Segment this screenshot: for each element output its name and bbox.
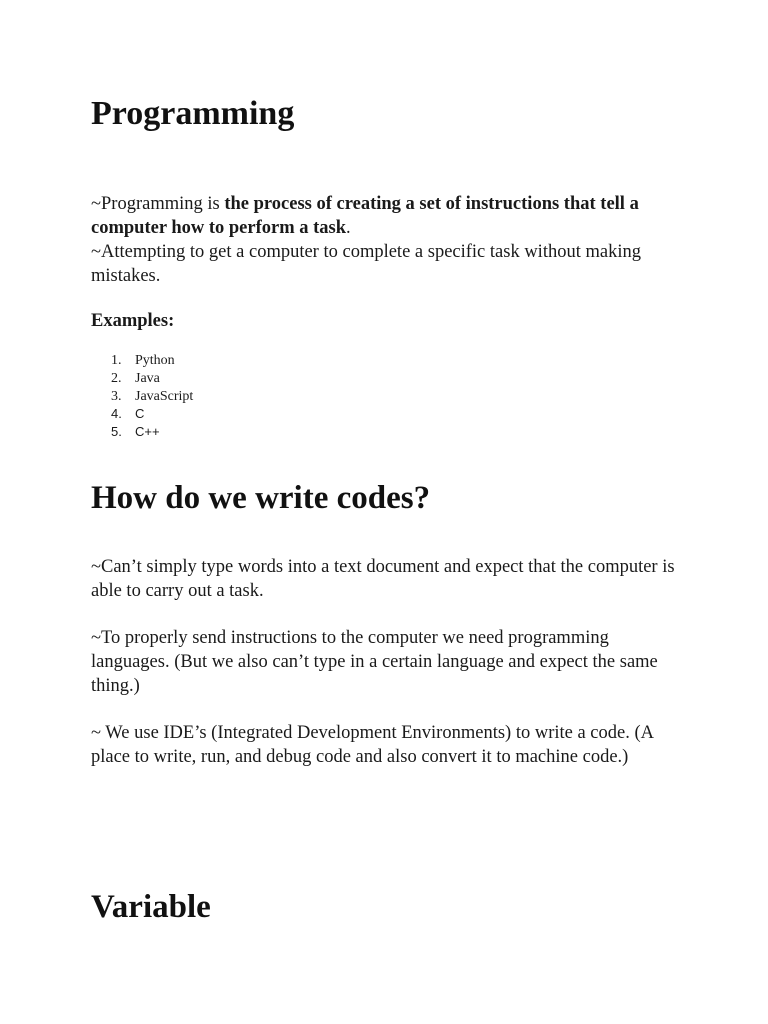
paragraph-programming-languages: ~To properly send instructions to the computer we need programming languages. (But we also can’t type in a certain language and expect the same thing.) — [91, 628, 658, 696]
intro-prefix: ~Programming is — [91, 194, 225, 214]
intro-suffix: . — [346, 218, 351, 238]
heading-programming: Programming — [91, 95, 295, 132]
list-item: C++ — [135, 424, 160, 440]
list-item: Python — [135, 353, 175, 368]
examples-label: Examples: — [91, 311, 175, 331]
paragraph-ide: ~ We use IDE’s (Integrated Development Environments) to write a code. (A place to write, run, and debug code and also convert it to machine code.) — [91, 723, 653, 767]
paragraph-text-document: ~Can’t simply type words into a text document and expect that the computer is able to carry out a task. — [91, 557, 675, 601]
list-item: C — [135, 406, 145, 422]
heading-how-do-we-write-codes: How do we write codes? — [91, 480, 431, 516]
programming-intro — [91, 192, 681, 288]
heading-variable: Variable — [91, 889, 211, 925]
examples-list — [91, 352, 193, 441]
list-item: Java — [135, 370, 160, 386]
intro-line-2: ~Attempting to get a computer to complete a specific task without making mistakes. — [91, 242, 641, 286]
intro-definition-bold: the process of creating a set of instructions that tell a computer how to perform a task — [91, 194, 639, 238]
list-item: JavaScript — [135, 388, 194, 404]
